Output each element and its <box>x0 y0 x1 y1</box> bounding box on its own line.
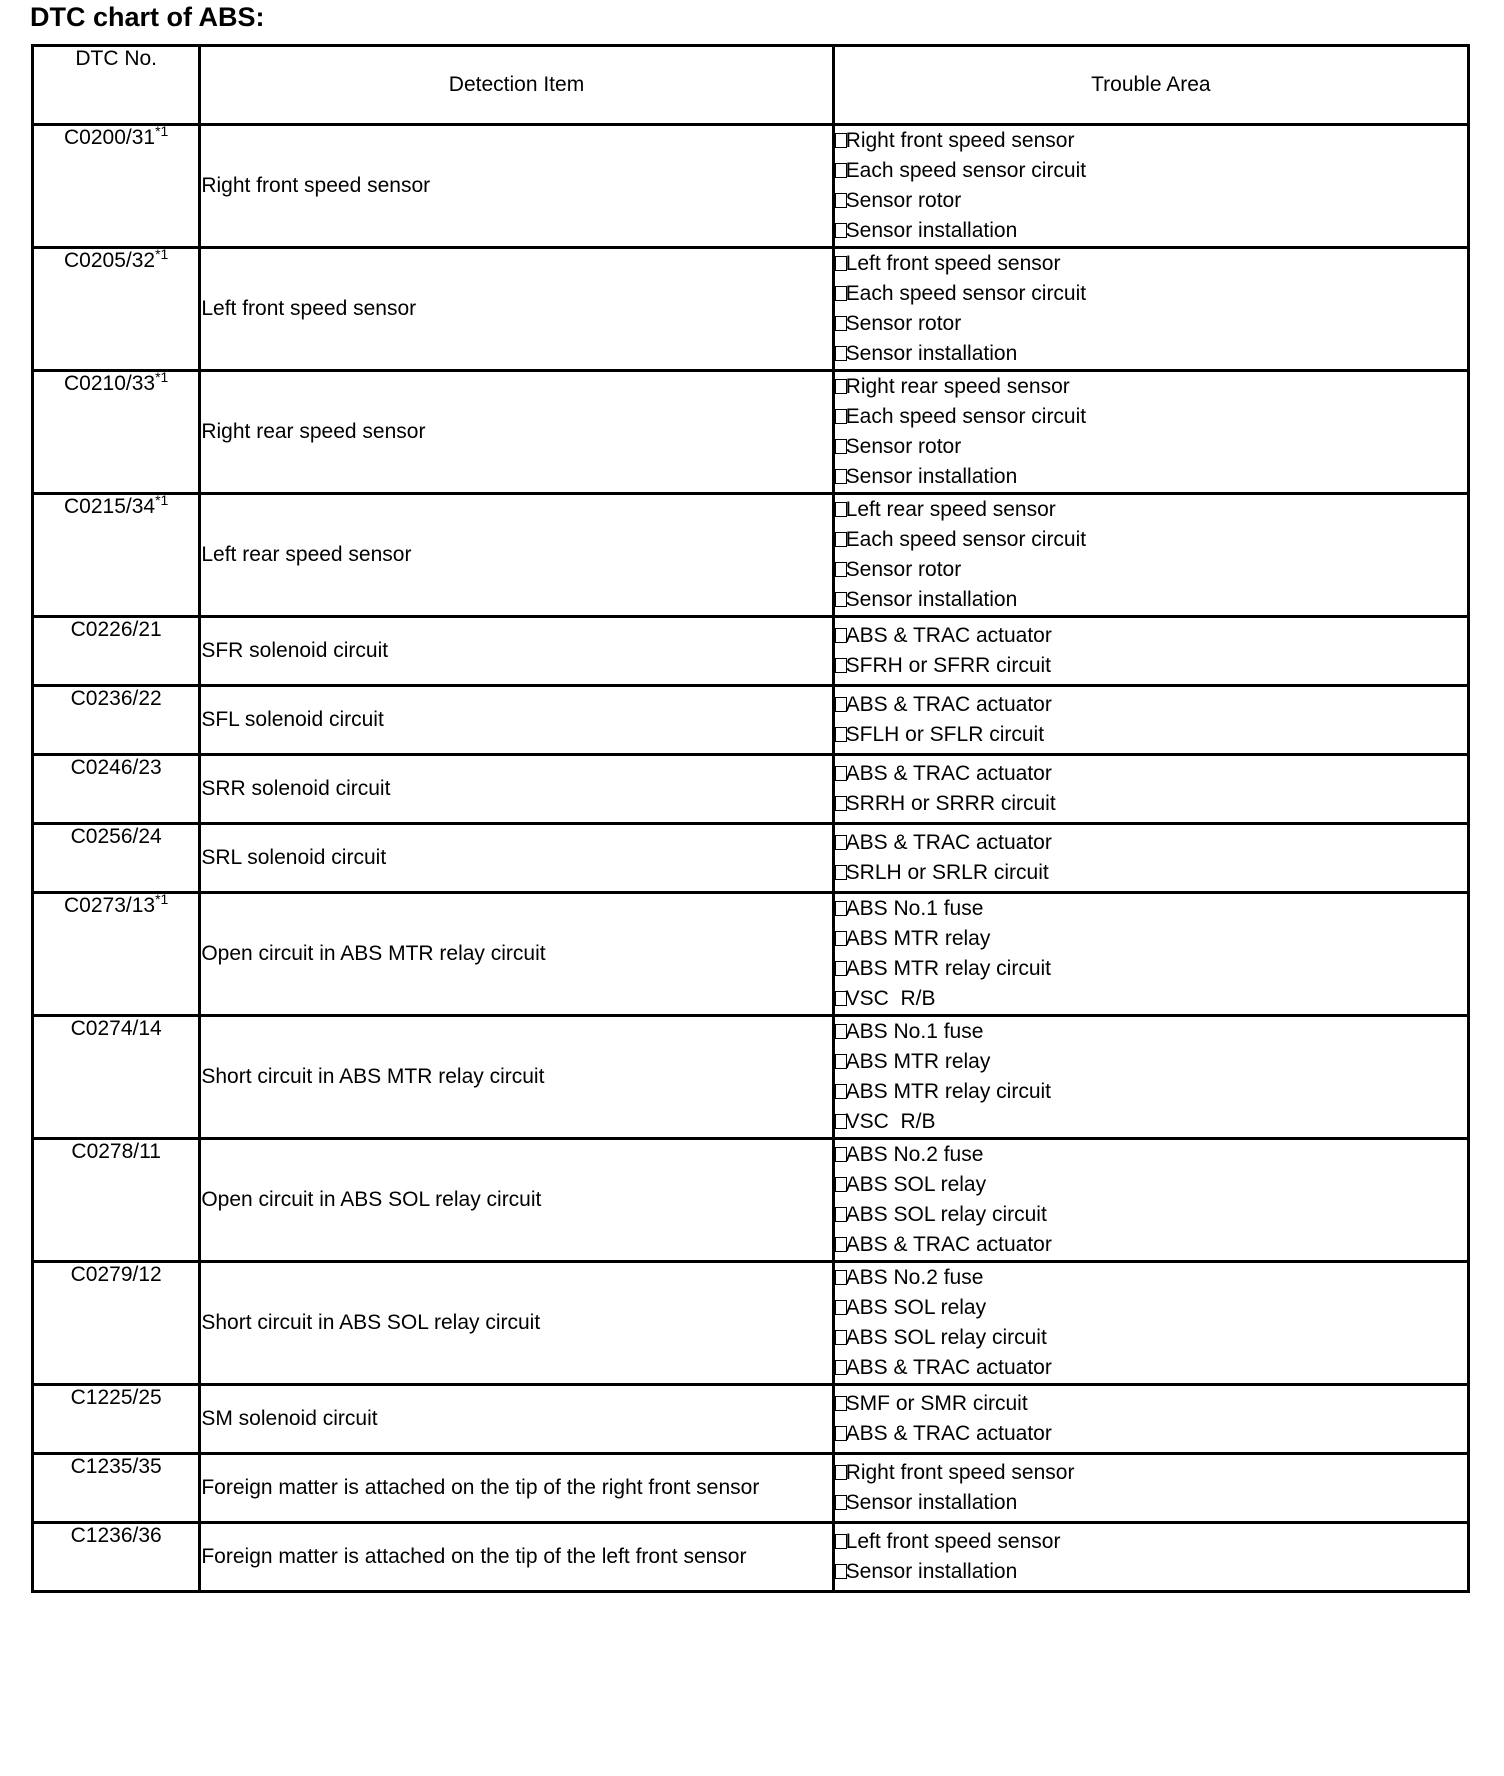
table-row <box>33 1454 1469 1523</box>
dtc-code-cell <box>33 371 200 494</box>
footnote-marker: *1 <box>155 369 169 385</box>
table-header-row <box>33 46 1469 125</box>
header-detection-item: Detection Item <box>200 46 833 125</box>
table-row <box>33 494 1469 617</box>
trouble-area-text: VSC R/B <box>845 987 936 1010</box>
trouble-area-item <box>835 1557 1467 1587</box>
trouble-area-item <box>835 1230 1467 1260</box>
trouble-area-item <box>835 462 1467 492</box>
dtc-code-cell <box>33 686 200 755</box>
trouble-area-text: ABS & TRAC actuator <box>845 1233 1052 1256</box>
dtc-code: C0256/24 <box>70 825 162 848</box>
trouble-area-text: ABS & TRAC actuator <box>845 1422 1052 1445</box>
trouble-area-text: ABS No.1 fuse <box>845 1020 984 1043</box>
trouble-area-item <box>835 249 1467 279</box>
table-row <box>33 1016 1469 1139</box>
detection-item: SRR solenoid circuit <box>200 755 833 824</box>
trouble-area-text: Right front speed sensor <box>845 1461 1075 1484</box>
trouble-area-item <box>835 1107 1467 1137</box>
trouble-area-item <box>835 1353 1467 1383</box>
footnote-marker: *1 <box>155 246 169 262</box>
dtc-code-cell <box>33 824 200 893</box>
trouble-area-text: SRLH or SRLR circuit <box>845 861 1049 884</box>
detection-item: Right front speed sensor <box>200 125 833 248</box>
dtc-code-cell <box>33 1016 200 1139</box>
trouble-area-item <box>835 828 1467 858</box>
trouble-area-text: ABS MTR relay <box>845 927 991 950</box>
trouble-area-text: Sensor rotor <box>845 189 962 212</box>
dtc-code-cell <box>33 494 200 617</box>
trouble-area-item <box>835 156 1467 186</box>
trouble-area-item <box>835 186 1467 216</box>
trouble-area-cell <box>833 125 1468 248</box>
dtc-code-cell <box>33 1139 200 1262</box>
trouble-area-cell <box>833 755 1468 824</box>
header-dtc-no: DTC No. <box>33 46 200 125</box>
dtc-code-cell <box>33 1454 200 1523</box>
trouble-area-text: Sensor rotor <box>845 558 962 581</box>
table-body <box>33 125 1469 1592</box>
dtc-code: C0273/13 <box>64 894 156 917</box>
detection-item: Open circuit in ABS MTR relay circuit <box>200 893 833 1016</box>
trouble-area-item <box>835 924 1467 954</box>
dtc-code: C0210/33 <box>64 372 156 395</box>
trouble-area-item <box>835 1200 1467 1230</box>
trouble-area-item <box>835 1527 1467 1557</box>
trouble-area-text: Left front speed sensor <box>845 252 1061 275</box>
trouble-area-text: Right front speed sensor <box>845 129 1075 152</box>
detection-item: Short circuit in ABS MTR relay circuit <box>200 1016 833 1139</box>
trouble-area-item <box>835 690 1467 720</box>
trouble-area-cell <box>833 1262 1468 1385</box>
dtc-code-cell <box>33 617 200 686</box>
trouble-area-cell <box>833 824 1468 893</box>
detection-item: Foreign matter is attached on the tip of the right front sensor <box>200 1454 833 1523</box>
dtc-code-cell <box>33 248 200 371</box>
trouble-area-item <box>835 621 1467 651</box>
trouble-area-text: ABS No.1 fuse <box>845 897 984 920</box>
footnote-marker: *1 <box>155 492 169 508</box>
dtc-code: C0200/31 <box>64 126 156 149</box>
trouble-area-text: ABS & TRAC actuator <box>845 831 1052 854</box>
trouble-area-text: ABS & TRAC actuator <box>845 693 1052 716</box>
trouble-area-text: ABS SOL relay circuit <box>845 1203 1047 1226</box>
dtc-code-cell <box>33 125 200 248</box>
table-row <box>33 824 1469 893</box>
trouble-area-item <box>835 1077 1467 1107</box>
table-row <box>33 755 1469 824</box>
detection-item: SFL solenoid circuit <box>200 686 833 755</box>
trouble-area-item <box>835 1263 1467 1293</box>
detection-item: SRL solenoid circuit <box>200 824 833 893</box>
trouble-area-item <box>835 894 1467 924</box>
footnote-marker: *1 <box>155 891 169 907</box>
trouble-area-item <box>835 651 1467 681</box>
trouble-area-text: Sensor installation <box>845 465 1018 488</box>
table-row <box>33 125 1469 248</box>
trouble-area-text: Left rear speed sensor <box>845 498 1056 521</box>
trouble-area-item <box>835 1389 1467 1419</box>
trouble-area-item <box>835 720 1467 750</box>
dtc-code: C0279/12 <box>70 1263 162 1286</box>
trouble-area-item <box>835 1140 1467 1170</box>
table-row <box>33 1523 1469 1592</box>
trouble-area-cell <box>833 494 1468 617</box>
header-trouble-area: Trouble Area <box>833 46 1468 125</box>
trouble-area-item <box>835 126 1467 156</box>
dtc-code: C0215/34 <box>64 495 156 518</box>
trouble-area-item <box>835 495 1467 525</box>
trouble-area-item <box>835 954 1467 984</box>
trouble-area-text: ABS SOL relay <box>845 1296 987 1319</box>
trouble-area-text: Each speed sensor circuit <box>845 405 1087 428</box>
trouble-area-item <box>835 1488 1467 1518</box>
trouble-area-text: Sensor installation <box>845 1560 1018 1583</box>
footnote-marker: *1 <box>155 123 169 139</box>
trouble-area-cell <box>833 1139 1468 1262</box>
trouble-area-cell <box>833 248 1468 371</box>
trouble-area-text: ABS No.2 fuse <box>845 1266 984 1289</box>
dtc-code-cell <box>33 1523 200 1592</box>
trouble-area-text: Sensor installation <box>845 342 1018 365</box>
trouble-area-item <box>835 759 1467 789</box>
table-row <box>33 1262 1469 1385</box>
trouble-area-item <box>835 216 1467 246</box>
page-title: DTC chart of ABS: <box>30 2 265 32</box>
trouble-area-cell <box>833 617 1468 686</box>
trouble-area-cell <box>833 1454 1468 1523</box>
trouble-area-text: Sensor rotor <box>845 312 962 335</box>
trouble-area-item <box>835 1017 1467 1047</box>
dtc-code: C1236/36 <box>70 1524 162 1547</box>
dtc-code: C0246/23 <box>70 756 162 779</box>
trouble-area-text: ABS MTR relay <box>845 1050 991 1073</box>
trouble-area-cell <box>833 1523 1468 1592</box>
trouble-area-cell <box>833 1016 1468 1139</box>
trouble-area-text: SFLH or SFLR circuit <box>845 723 1045 746</box>
dtc-code: C0274/14 <box>70 1017 162 1040</box>
trouble-area-text: Sensor installation <box>845 588 1018 611</box>
trouble-area-text: SRRH or SRRR circuit <box>845 792 1056 815</box>
trouble-area-text: ABS SOL relay circuit <box>845 1326 1047 1349</box>
trouble-area-text: Each speed sensor circuit <box>845 528 1087 551</box>
table-row <box>33 617 1469 686</box>
dtc-code-cell <box>33 1385 200 1454</box>
detection-item: Right rear speed sensor <box>200 371 833 494</box>
trouble-area-text: ABS MTR relay circuit <box>845 957 1052 980</box>
trouble-area-item <box>835 279 1467 309</box>
trouble-area-text: Sensor installation <box>845 1491 1018 1514</box>
detection-item: Left rear speed sensor <box>200 494 833 617</box>
dtc-code: C1235/35 <box>70 1455 162 1478</box>
trouble-area-text: ABS SOL relay <box>845 1173 987 1196</box>
trouble-area-cell <box>833 893 1468 1016</box>
table-row <box>33 248 1469 371</box>
trouble-area-item <box>835 1047 1467 1077</box>
trouble-area-text: ABS No.2 fuse <box>845 1143 984 1166</box>
trouble-area-text: SFRH or SFRR circuit <box>845 654 1052 677</box>
trouble-area-item <box>835 585 1467 615</box>
table-row <box>33 686 1469 755</box>
trouble-area-item <box>835 1458 1467 1488</box>
trouble-area-cell <box>833 1385 1468 1454</box>
trouble-area-item <box>835 339 1467 369</box>
trouble-area-text: Sensor installation <box>845 219 1018 242</box>
trouble-area-text: SMF or SMR circuit <box>845 1392 1028 1415</box>
table-row <box>33 1139 1469 1262</box>
trouble-area-item <box>835 1419 1467 1449</box>
dtc-code: C0236/22 <box>70 687 162 710</box>
trouble-area-item <box>835 858 1467 888</box>
trouble-area-text: VSC R/B <box>845 1110 936 1133</box>
table-row <box>33 893 1469 1016</box>
trouble-area-text: Right rear speed sensor <box>845 375 1070 398</box>
trouble-area-item <box>835 1293 1467 1323</box>
detection-item: SFR solenoid circuit <box>200 617 833 686</box>
detection-item: Foreign matter is attached on the tip of the left front sensor <box>200 1523 833 1592</box>
trouble-area-text: Sensor rotor <box>845 435 962 458</box>
trouble-area-text: ABS & TRAC actuator <box>845 624 1052 647</box>
trouble-area-item <box>835 984 1467 1014</box>
trouble-area-text: Each speed sensor circuit <box>845 282 1087 305</box>
trouble-area-item <box>835 309 1467 339</box>
trouble-area-item <box>835 432 1467 462</box>
trouble-area-text: ABS MTR relay circuit <box>845 1080 1052 1103</box>
trouble-area-item <box>835 789 1467 819</box>
dtc-code: C0278/11 <box>71 1140 161 1163</box>
trouble-area-item <box>835 555 1467 585</box>
trouble-area-text: Left front speed sensor <box>845 1530 1061 1553</box>
dtc-code-cell <box>33 893 200 1016</box>
trouble-area-text: ABS & TRAC actuator <box>845 762 1052 785</box>
trouble-area-text: Each speed sensor circuit <box>845 159 1087 182</box>
table-row <box>33 1385 1469 1454</box>
detection-item: Open circuit in ABS SOL relay circuit <box>200 1139 833 1262</box>
detection-item: SM solenoid circuit <box>200 1385 833 1454</box>
trouble-area-cell <box>833 371 1468 494</box>
trouble-area-item <box>835 372 1467 402</box>
trouble-area-text: ABS & TRAC actuator <box>845 1356 1052 1379</box>
dtc-table <box>31 44 1470 1593</box>
detection-item: Left front speed sensor <box>200 248 833 371</box>
trouble-area-item <box>835 525 1467 555</box>
trouble-area-cell <box>833 686 1468 755</box>
dtc-code: C0226/21 <box>70 618 162 641</box>
dtc-code-cell <box>33 755 200 824</box>
detection-item: Short circuit in ABS SOL relay circuit <box>200 1262 833 1385</box>
trouble-area-item <box>835 402 1467 432</box>
trouble-area-item <box>835 1323 1467 1353</box>
dtc-code: C0205/32 <box>64 249 156 272</box>
table-row <box>33 371 1469 494</box>
dtc-code: C1225/25 <box>70 1386 162 1409</box>
trouble-area-item <box>835 1170 1467 1200</box>
dtc-code-cell <box>33 1262 200 1385</box>
